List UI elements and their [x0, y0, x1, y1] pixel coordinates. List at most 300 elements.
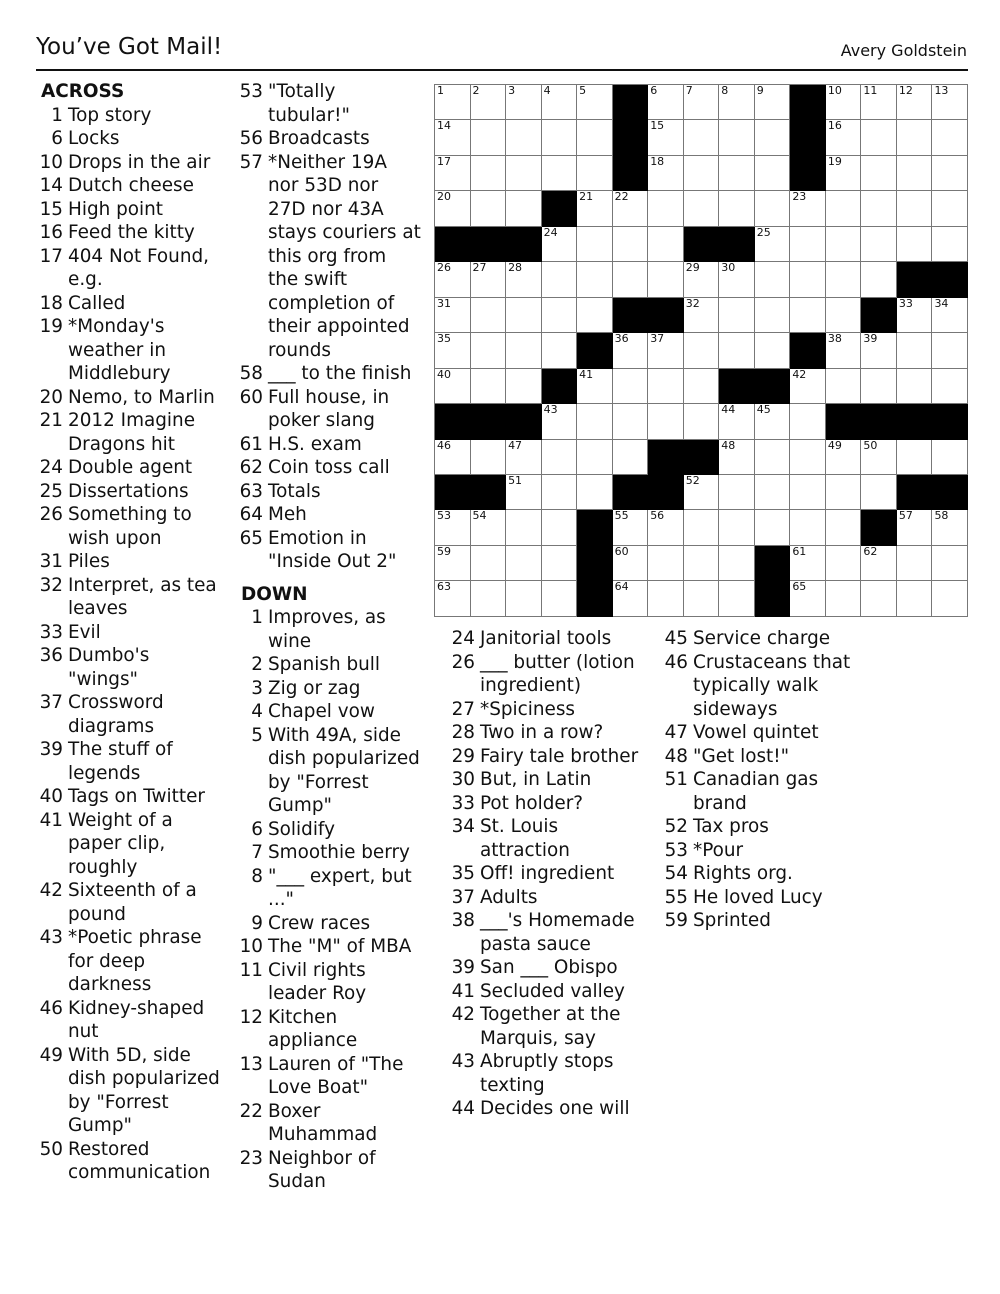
grid-cell[interactable] — [542, 120, 578, 155]
cell-number: 56 — [650, 509, 665, 523]
grid-cell[interactable] — [648, 333, 684, 368]
grid-cell[interactable] — [861, 440, 897, 475]
clue-text: Restored communication — [68, 1138, 211, 1183]
cell-number: 10 — [827, 84, 842, 97]
clue-text: Chapel vow — [268, 701, 375, 722]
clue-text: Crustaceans that typically walk sideways — [693, 651, 851, 720]
black-square — [790, 333, 826, 368]
grid-cell[interactable] — [613, 404, 649, 439]
cell-number: 63 — [437, 580, 451, 594]
clue-item — [36, 503, 221, 550]
grid-cell[interactable] — [577, 475, 613, 510]
grid-cell[interactable] — [648, 581, 684, 616]
grid-cell[interactable] — [648, 262, 684, 297]
grid-cell[interactable] — [542, 333, 578, 368]
grid-cell[interactable] — [471, 85, 507, 120]
grid-cell[interactable] — [861, 369, 897, 404]
grid-cell[interactable] — [542, 262, 578, 297]
grid-cell[interactable] — [684, 369, 720, 404]
black-square — [577, 546, 613, 581]
clue-item — [236, 433, 421, 457]
grid-cell[interactable] — [684, 404, 720, 439]
clue-text: Rights org. — [693, 863, 793, 884]
clue-text: Boxer Muhammad — [268, 1100, 378, 1145]
grid-cell[interactable] — [684, 475, 720, 510]
clue-item — [236, 456, 421, 480]
grid-cell[interactable] — [684, 333, 720, 368]
grid-cell[interactable] — [471, 440, 507, 475]
cell-number: 40 — [437, 367, 451, 381]
clue-number: 44 — [451, 1098, 475, 1119]
grid-cell[interactable] — [897, 581, 933, 616]
clue-item — [36, 1138, 221, 1185]
grid-cell[interactable] — [506, 85, 542, 120]
clue-number: 6 — [51, 128, 63, 149]
grid-cell[interactable] — [861, 475, 897, 510]
clue-item — [236, 1147, 421, 1194]
clue-number: 13 — [239, 1053, 263, 1075]
black-square — [755, 581, 791, 616]
grid-cell[interactable] — [506, 191, 542, 226]
clue-item — [236, 606, 421, 653]
cell-number: 17 — [437, 154, 451, 168]
clue-text: Service charge — [693, 628, 831, 649]
grid-cell[interactable] — [648, 227, 684, 262]
grid-cell[interactable] — [897, 333, 933, 368]
clue-item — [36, 292, 221, 316]
grid-cell[interactable] — [648, 156, 684, 191]
grid-cell[interactable] — [897, 369, 933, 404]
clue-item — [36, 574, 221, 621]
grid-cell[interactable] — [755, 404, 791, 439]
grid-cell[interactable] — [932, 546, 968, 581]
clue-item — [236, 700, 421, 724]
grid-cell[interactable] — [790, 404, 826, 439]
across-clue-list-continued — [236, 80, 421, 574]
grid-cell[interactable] — [613, 369, 649, 404]
clue-item — [236, 480, 421, 504]
grid-cell[interactable] — [542, 510, 578, 545]
grid-cell[interactable] — [861, 85, 897, 120]
clue-item — [36, 104, 221, 128]
cell-number: 23 — [792, 190, 807, 204]
clue-number: 50 — [39, 1138, 63, 1160]
clue-text: "Get lost!" — [693, 745, 790, 767]
clue-item — [448, 815, 648, 862]
clue-text: Piles — [68, 551, 110, 572]
black-square — [861, 510, 897, 545]
clue-text: With 5D, side dish popularized by "Forrest Gump" — [68, 1044, 220, 1136]
clue-number: 21 — [39, 410, 63, 431]
grid-cell[interactable] — [471, 510, 507, 545]
grid-cell[interactable] — [897, 191, 933, 226]
black-square — [719, 369, 755, 404]
grid-cell[interactable] — [719, 191, 755, 226]
grid-cell[interactable] — [826, 333, 862, 368]
clue-item — [661, 745, 861, 769]
grid-cell[interactable] — [648, 85, 684, 120]
grid-cell[interactable] — [755, 156, 791, 191]
black-square — [897, 262, 933, 297]
grid-cell[interactable] — [790, 369, 826, 404]
grid-cell[interactable] — [897, 440, 933, 475]
grid-cell[interactable] — [826, 440, 862, 475]
grid-cell[interactable] — [719, 262, 755, 297]
grid-cell[interactable] — [506, 298, 542, 333]
clue-number: 28 — [451, 722, 475, 743]
clue-number: 2 — [251, 654, 263, 675]
grid-cell[interactable] — [790, 475, 826, 510]
clue-number: 3 — [251, 677, 263, 699]
black-square — [790, 156, 826, 191]
clue-text: Abruptly stops texting — [480, 1051, 614, 1096]
clue-column-3 — [448, 627, 648, 1121]
grid-cell[interactable] — [684, 191, 720, 226]
clue-item — [236, 127, 421, 151]
grid-cell[interactable] — [826, 85, 862, 120]
grid-cell[interactable] — [897, 227, 933, 262]
grid-cell[interactable] — [719, 581, 755, 616]
grid-cell[interactable] — [897, 156, 933, 191]
grid-cell[interactable] — [471, 262, 507, 297]
grid-cell[interactable] — [826, 581, 862, 616]
grid-cell[interactable] — [755, 440, 791, 475]
cell-number: 58 — [934, 509, 949, 523]
grid-cell[interactable] — [542, 156, 578, 191]
grid-cell[interactable] — [435, 333, 471, 368]
grid-cell[interactable] — [755, 510, 791, 545]
grid-cell[interactable] — [861, 191, 897, 226]
grid-cell[interactable] — [755, 298, 791, 333]
clue-item — [661, 839, 861, 863]
grid-cell[interactable] — [755, 85, 791, 120]
grid-cell[interactable] — [719, 120, 755, 155]
grid-cell[interactable] — [435, 191, 471, 226]
cell-number: 7 — [685, 84, 693, 97]
clue-text: Sprinted — [693, 910, 771, 931]
grid-cell[interactable] — [506, 369, 542, 404]
grid-cell[interactable] — [826, 510, 862, 545]
cell-number: 21 — [579, 190, 594, 204]
cell-number: 26 — [437, 261, 451, 275]
clue-number: 36 — [39, 645, 63, 666]
grid-cell[interactable] — [577, 298, 613, 333]
grid-cell[interactable] — [932, 510, 968, 545]
cell-number: 55 — [614, 509, 629, 523]
grid-cell[interactable] — [542, 546, 578, 581]
clue-number: 17 — [39, 245, 63, 267]
grid-cell[interactable] — [471, 298, 507, 333]
grid-cell[interactable] — [684, 156, 720, 191]
clue-number: 53 — [664, 839, 688, 861]
grid-cell[interactable] — [684, 510, 720, 545]
grid-cell[interactable] — [826, 369, 862, 404]
grid-cell[interactable] — [719, 546, 755, 581]
clue-item — [448, 956, 648, 980]
clue-number: 6 — [251, 818, 263, 840]
across-heading: ACROSS — [41, 81, 125, 102]
grid-cell[interactable] — [861, 120, 897, 155]
grid-cell[interactable] — [826, 262, 862, 297]
grid-cell[interactable] — [613, 440, 649, 475]
grid-cell[interactable] — [719, 156, 755, 191]
grid-cell[interactable] — [471, 546, 507, 581]
grid-cell[interactable] — [471, 191, 507, 226]
grid-cell[interactable] — [861, 262, 897, 297]
clue-number: 43 — [451, 1051, 475, 1072]
grid-cell[interactable] — [826, 120, 862, 155]
grid-cell[interactable] — [755, 333, 791, 368]
grid-cell[interactable] — [542, 440, 578, 475]
grid-cell[interactable] — [755, 227, 791, 262]
grid-cell[interactable] — [506, 546, 542, 581]
grid-cell[interactable] — [719, 85, 755, 120]
grid-cell[interactable] — [577, 404, 613, 439]
clue-item — [448, 651, 648, 698]
grid-cell[interactable] — [435, 85, 471, 120]
grid-cell[interactable] — [506, 510, 542, 545]
grid-cell[interactable] — [684, 546, 720, 581]
grid-cell[interactable] — [613, 333, 649, 368]
grid-cell[interactable] — [932, 369, 968, 404]
cell-number: 6 — [650, 84, 658, 97]
grid-cell[interactable] — [435, 510, 471, 545]
grid-cell[interactable] — [826, 156, 862, 191]
grid-cell[interactable] — [613, 191, 649, 226]
clue-item — [661, 651, 861, 722]
grid-cell[interactable] — [613, 262, 649, 297]
clue-item — [236, 959, 421, 1006]
grid-cell[interactable] — [755, 475, 791, 510]
grid-cell[interactable] — [577, 85, 613, 120]
grid-cell[interactable] — [897, 298, 933, 333]
grid-cell[interactable] — [897, 546, 933, 581]
clue-text: Called — [68, 292, 126, 314]
black-square — [506, 227, 542, 262]
grid-cell[interactable] — [932, 191, 968, 226]
clue-item — [661, 815, 861, 839]
grid-cell[interactable] — [932, 227, 968, 262]
grid-cell[interactable] — [471, 120, 507, 155]
grid-cell[interactable] — [542, 475, 578, 510]
grid-cell[interactable] — [684, 298, 720, 333]
grid-cell[interactable] — [861, 581, 897, 616]
grid-cell[interactable] — [506, 581, 542, 616]
grid-cell[interactable] — [471, 369, 507, 404]
grid-cell[interactable] — [790, 440, 826, 475]
grid-cell[interactable] — [648, 191, 684, 226]
grid-cell[interactable] — [577, 120, 613, 155]
grid-cell[interactable] — [577, 227, 613, 262]
grid-cell[interactable] — [897, 120, 933, 155]
clue-item — [36, 245, 221, 292]
clue-item — [36, 174, 221, 198]
clue-text: Meh — [268, 504, 307, 525]
black-square — [542, 191, 578, 226]
grid-cell[interactable] — [506, 440, 542, 475]
grid-cell[interactable] — [648, 369, 684, 404]
cell-number: 46 — [437, 438, 451, 452]
grid-cell[interactable] — [826, 227, 862, 262]
grid-cell[interactable] — [684, 120, 720, 155]
grid-cell[interactable] — [613, 510, 649, 545]
grid-cell[interactable] — [577, 156, 613, 191]
grid-cell[interactable] — [861, 546, 897, 581]
grid-cell[interactable] — [790, 298, 826, 333]
grid-cell[interactable] — [826, 191, 862, 226]
clue-item — [36, 456, 221, 480]
grid-cell[interactable] — [719, 298, 755, 333]
grid-cell[interactable] — [506, 475, 542, 510]
grid-cell[interactable] — [826, 475, 862, 510]
grid-cell[interactable] — [790, 510, 826, 545]
grid-cell[interactable] — [648, 510, 684, 545]
grid-cell[interactable] — [435, 369, 471, 404]
grid-cell[interactable] — [435, 440, 471, 475]
puzzle-title: You’ve Got Mail! — [36, 34, 223, 60]
grid-cell[interactable] — [506, 333, 542, 368]
grid-cell[interactable] — [719, 475, 755, 510]
grid-cell[interactable] — [648, 404, 684, 439]
grid-cell[interactable] — [897, 510, 933, 545]
cell-number: 44 — [721, 403, 736, 417]
cell-number: 14 — [437, 119, 451, 133]
clue-number: 58 — [239, 363, 263, 384]
clue-item — [661, 768, 861, 815]
grid-cell[interactable] — [719, 440, 755, 475]
black-square — [542, 369, 578, 404]
grid-cell[interactable] — [719, 510, 755, 545]
clue-item — [36, 127, 221, 151]
clue-text: *Poetic phrase for deep darkness — [68, 927, 202, 995]
grid-cell[interactable] — [790, 191, 826, 226]
cell-number: 32 — [685, 296, 700, 310]
grid-cell[interactable] — [790, 262, 826, 297]
grid-cell[interactable] — [932, 120, 968, 155]
grid-cell[interactable] — [826, 298, 862, 333]
grid-cell[interactable] — [542, 404, 578, 439]
cell-number: 4 — [543, 84, 551, 97]
cell-number: 2 — [472, 84, 480, 97]
grid-cell[interactable] — [932, 440, 968, 475]
grid-cell[interactable] — [471, 333, 507, 368]
grid-cell[interactable] — [577, 262, 613, 297]
clue-number: 35 — [451, 863, 475, 884]
clue-text: *Spiciness — [480, 698, 576, 720]
grid-cell[interactable] — [435, 546, 471, 581]
cell-number: 51 — [508, 473, 523, 487]
grid-cell[interactable] — [435, 156, 471, 191]
cell-number: 15 — [650, 119, 665, 133]
grid-cell[interactable] — [755, 191, 791, 226]
grid-cell[interactable] — [719, 333, 755, 368]
clue-number: 10 — [39, 151, 63, 173]
grid-cell[interactable] — [435, 581, 471, 616]
grid-cell[interactable] — [932, 298, 968, 333]
clue-item — [36, 809, 221, 880]
grid-cell[interactable] — [471, 156, 507, 191]
grid-cell[interactable] — [542, 85, 578, 120]
clue-text: He loved Lucy — [693, 886, 823, 908]
grid-cell[interactable] — [648, 120, 684, 155]
grid-cell[interactable] — [861, 227, 897, 262]
grid-cell[interactable] — [932, 333, 968, 368]
grid-cell[interactable] — [435, 298, 471, 333]
clue-number: 37 — [451, 886, 475, 908]
clue-item — [448, 1097, 648, 1121]
black-square — [755, 546, 791, 581]
clue-text: Something to wish upon — [68, 504, 192, 549]
grid-cell[interactable] — [790, 581, 826, 616]
grid-cell[interactable] — [613, 546, 649, 581]
grid-cell[interactable] — [790, 227, 826, 262]
grid-cell[interactable] — [613, 581, 649, 616]
clue-number: 1 — [251, 607, 263, 628]
grid-cell[interactable] — [542, 581, 578, 616]
grid-cell[interactable] — [435, 262, 471, 297]
grid-cell[interactable] — [542, 227, 578, 262]
grid-cell[interactable] — [506, 156, 542, 191]
grid-cell[interactable] — [755, 262, 791, 297]
clue-number: 12 — [239, 1006, 263, 1028]
grid-cell[interactable] — [826, 546, 862, 581]
cell-number: 34 — [934, 296, 949, 310]
cell-number: 41 — [579, 367, 594, 381]
grid-cell[interactable] — [435, 120, 471, 155]
grid-cell[interactable] — [932, 156, 968, 191]
grid-cell[interactable] — [577, 191, 613, 226]
grid-cell[interactable] — [684, 262, 720, 297]
grid-cell[interactable] — [932, 581, 968, 616]
grid-cell[interactable] — [755, 120, 791, 155]
clue-text: Broadcasts — [268, 128, 370, 149]
clue-text: Kidney-shaped nut — [68, 997, 205, 1042]
grid-cell[interactable] — [897, 85, 933, 120]
grid-cell[interactable] — [577, 440, 613, 475]
clue-text: 404 Not Found, e.g. — [68, 245, 210, 290]
puzzle-author: Avery Goldstein — [840, 41, 967, 60]
grid-cell[interactable] — [613, 227, 649, 262]
grid-cell[interactable] — [542, 298, 578, 333]
grid-cell[interactable] — [861, 333, 897, 368]
clue-text: Tax pros — [693, 816, 769, 837]
grid-cell[interactable] — [648, 546, 684, 581]
grid-cell[interactable] — [577, 369, 613, 404]
clue-item — [36, 386, 221, 410]
grid-cell[interactable] — [790, 546, 826, 581]
grid-cell[interactable] — [506, 120, 542, 155]
grid-cell[interactable] — [684, 85, 720, 120]
clue-text: High point — [68, 198, 164, 220]
clue-item — [36, 785, 221, 809]
grid-cell[interactable] — [932, 85, 968, 120]
grid-cell[interactable] — [684, 581, 720, 616]
clue-text: Crossword diagrams — [68, 692, 164, 737]
clue-number: 19 — [39, 316, 63, 337]
clue-item — [236, 1006, 421, 1053]
clue-item — [448, 768, 648, 792]
grid-cell[interactable] — [719, 404, 755, 439]
grid-cell[interactable] — [861, 156, 897, 191]
clue-number: 42 — [39, 880, 63, 901]
black-square — [897, 404, 933, 439]
grid-cell[interactable] — [506, 262, 542, 297]
clue-text: Improves, as wine — [268, 607, 386, 652]
clue-number: 30 — [451, 769, 475, 790]
clue-number: 33 — [39, 621, 63, 643]
grid-cell[interactable] — [471, 581, 507, 616]
clue-column-1 — [36, 80, 221, 1185]
